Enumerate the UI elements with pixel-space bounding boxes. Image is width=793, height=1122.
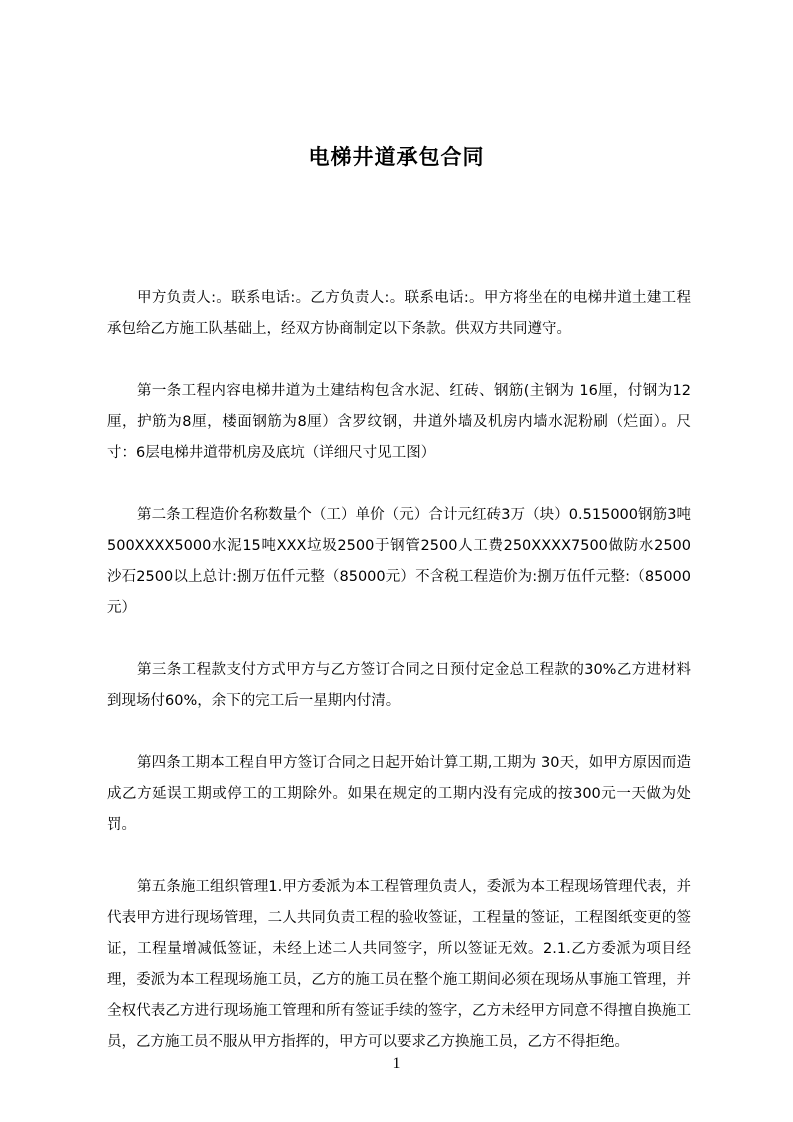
contract-body bbox=[107, 283, 691, 1089]
paragraph-article-5-management: 第五条施工组织管理1.甲方委派为本工程管理负责人，委派为本工程现场管理代表，并代表甲方进行现场管理，二人共同负责工程的验收签证，工程量的签证，工程图纸变更的签证，工程量增减低签证，未经上述二人共同签字，所以签证无效。2.1.乙方委派为项目经理，委派为本工程现场施工员，乙方的施工员在整个施工期间必须在现场从事施工管理，并全权代表乙方进行现场施工管理和所有签证手续的签字，乙方未经甲方同意不得擅自换施工员，乙方施工员不服从甲方指挥的，甲方可以要求乙方换施工员，乙方不得拒绝。 bbox=[107, 879, 691, 1050]
paragraph-article-3-payment: 第三条工程款支付方式甲方与乙方签订合同之日预付定金总工程款的30%乙方进材料到现场付60%，余下的完工后一星期内付清。 bbox=[107, 662, 691, 709]
document-title: 电梯井道承包合同 bbox=[308, 145, 485, 169]
paragraph-article-1-work-scope: 第一条工程内容电梯井道为土建结构包含水泥、红砖、钢筋(主钢为 16厘，付钢为12厘，护筋为8厘，楼面钢筋为8厘）含罗纹钢，井道外墙及机房内墙水泥粉刷（烂面）。尺寸：6层电梯井道带机房及底坑（详细尺寸见工图） bbox=[107, 383, 691, 461]
paragraph-article-4-schedule: 第四条工期本工程自甲方签订合同之日起开始计算工期,工期为 30天，如甲方原因而造成乙方延误工期或停工的工期除外。如果在规定的工期内没有完成的按300元一天做为处罚。 bbox=[107, 755, 691, 833]
page-number: 1 bbox=[392, 1055, 401, 1072]
paragraph-party-info: 甲方负责人:。联系电话:。乙方负责人:。联系电话:。甲方将坐在的电梯井道土建工程承包给乙方施工队基础上，经双方协商制定以下条款。供双方共同遵守。 bbox=[107, 290, 691, 337]
paragraph-article-2-cost: 第二条工程造价名称数量个（工）单价（元）合计元红砖3万（块）0.515000钢筋3吨500XXXX5000水泥15吨XXX垃圾2500于钢管2500人工费250XXXX7500做防水2500沙石2500以上总计:捌万伍仟元整（85000元）不含税工程造价为:捌万伍仟元整:（85000元） bbox=[107, 507, 691, 616]
